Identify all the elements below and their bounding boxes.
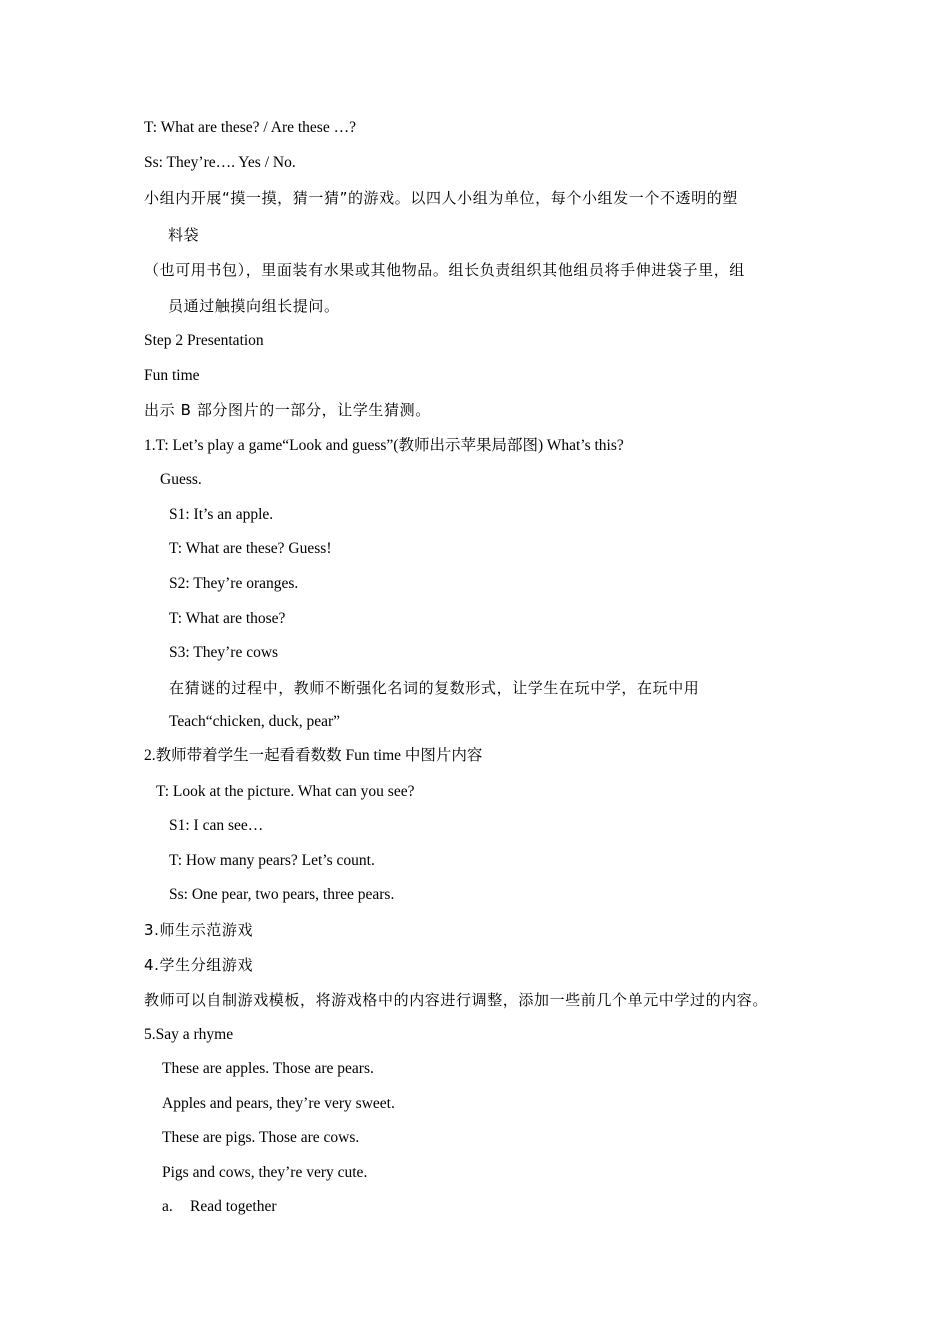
dialogue-line: S1: It’s an apple.	[169, 506, 274, 523]
dialogue-line: Ss: They’re…. Yes / No.	[144, 154, 296, 171]
dialogue-line: T: Look at the picture. What can you see?	[156, 783, 415, 800]
numbered-item: 1.T: Let’s play a game“Look and guess”(教师出示苹果局部图) What’s this?	[144, 437, 624, 454]
rhyme-line: These are apples. Those are pears.	[162, 1060, 374, 1077]
dialogue-line: S1: I can see…	[169, 817, 264, 834]
paragraph-line: 出示 B 部分图片的一部分，让学生猜测。	[144, 401, 431, 419]
dialogue-line: Teach“chicken, duck, pear”	[169, 713, 341, 730]
numbered-item: 3.师生示范游戏	[144, 921, 254, 939]
dialogue-line: T: What are these? Guess!	[169, 540, 332, 557]
numbered-item: 4.学生分组游戏	[144, 956, 254, 974]
rhyme-line: These are pigs. Those are cows.	[162, 1129, 360, 1146]
dialogue-line: T: What are these? / Are these …?	[144, 119, 356, 136]
section-subheading: Fun time	[144, 367, 200, 384]
numbered-item: 2.教师带着学生一起看看数数 Fun time 中图片内容	[144, 747, 483, 764]
rhyme-line: Apples and pears, they’re very sweet.	[162, 1095, 395, 1112]
dialogue-line: T: How many pears? Let’s count.	[169, 852, 375, 869]
paragraph-line: 料袋	[168, 226, 200, 244]
list-item: Read together	[190, 1198, 277, 1215]
dialogue-line: S3: They’re cows	[169, 644, 279, 661]
dialogue-line: Guess.	[160, 471, 202, 488]
paragraph-line: 教师可以自制游戏模板，将游戏格中的内容进行调整，添加一些前几个单元中学过的内容。	[144, 991, 769, 1009]
dialogue-line: S2: They’re oranges.	[169, 575, 299, 592]
paragraph-line: 员通过触摸向组长提问。	[168, 297, 340, 315]
rhyme-line: Pigs and cows, they’re very cute.	[162, 1164, 368, 1181]
paragraph-line: 在猜谜的过程中，教师不断强化名词的复数形式，让学生在玩中学，在玩中用	[169, 679, 700, 697]
paragraph-line: 小组内开展“摸一摸，猜一猜”的游戏。以四人小组为单位，每个小组发一个不透明的塑	[144, 189, 738, 207]
list-marker: a.	[162, 1198, 173, 1215]
numbered-item: 5.Say a rhyme	[144, 1026, 234, 1043]
section-heading: Step 2 Presentation	[144, 332, 264, 349]
paragraph-line: （也可用书包），里面装有水果或其他物品。组长负责组织其他组员将手伸进袋子里，组	[144, 261, 745, 279]
dialogue-line: Ss: One pear, two pears, three pears.	[169, 886, 395, 903]
dialogue-line: T: What are those?	[169, 610, 286, 627]
